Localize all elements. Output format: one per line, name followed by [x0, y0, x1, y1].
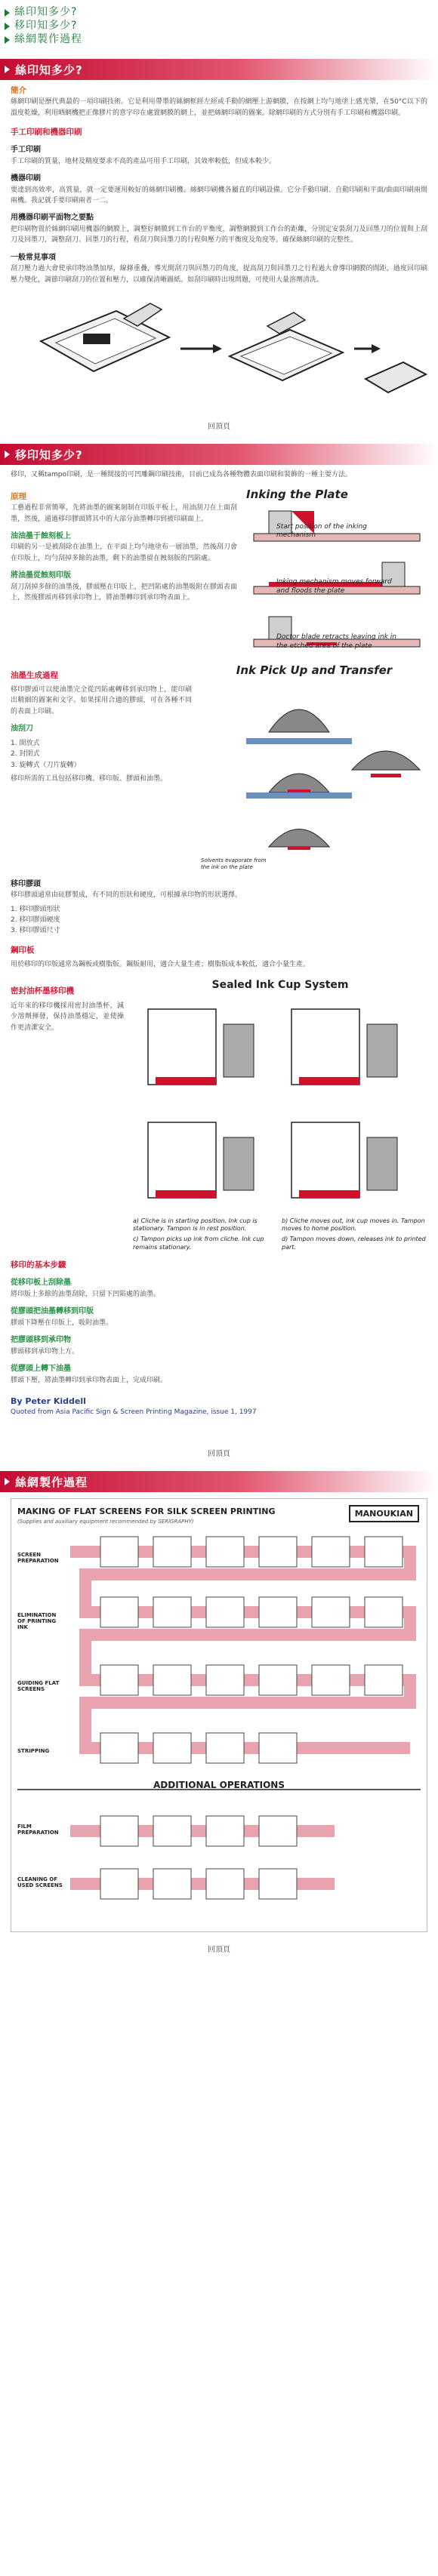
nav-link-label: 絲印知多少? — [14, 6, 78, 19]
screen-frame-right — [366, 362, 426, 392]
pad-step-4 — [352, 751, 420, 777]
inking-figure — [246, 486, 427, 651]
making-title: MAKING OF FLAT SCREENS FOR SILK SCREEN PRINTING — [17, 1506, 276, 1516]
figure-caption: b) Cliche moves out, ink cup moves in. Tampon moves to home position. — [282, 1217, 425, 1233]
char-text: 移印膠頭可以使油墨完全從凹陷處轉移到承印物上，能印刷出精細的圖案和文字。如果採用合適的膠頭，可在各種不同的表面上印刷。 — [11, 686, 192, 716]
nav-link-label: 移印知多少? — [14, 20, 78, 32]
section-title: 移印知多少? — [15, 448, 83, 462]
section-title: 絲網製作過程 — [15, 1475, 88, 1489]
arrow-right-icon — [5, 9, 10, 17]
manual-text: 手工印刷的質量，地材及精度要求不高的產品可用手工印刷，其效率較低，但成本較少。 — [11, 157, 276, 165]
pad-heading: 移印膠頭 — [11, 879, 41, 888]
step-title: 從膠頭把油墨轉移到印版 — [11, 1307, 94, 1316]
usage-text: 把印刷物置於絲網印刷用機器的網膜上，調整好網膜到工作台的平衡度，調整網膜到工作台的距離，分別定安裝刮刀及回墨刀的位置與上刮刀及回墨刀，調整刮刀、回墨刀的行程，看刮刀與回墨刀的行程與壓力的平衡度及角度等。確保絲網印刷的完整性。 — [11, 225, 427, 245]
source-citation: Quoted from Asia Pacific Sign & Screen Printing Magazine, issue 1, 1997 — [11, 1408, 257, 1417]
sealed-figure — [133, 977, 427, 1251]
ink-text: 刮刀刮掉多餘的油墨後，膠頭壓在印版上，把凹陷處的油墨吸附在膠頭表面上，然後膠頭再移到承印物上，將油墨轉印到承印物表面上。 — [11, 583, 237, 602]
back-to-top-link[interactable]: 回頂頁 — [208, 1450, 230, 1459]
sealed-captions — [133, 1217, 427, 1252]
figure-caption: Doctor blade retracts leaving ink in the etched area of the plate — [276, 633, 396, 651]
arrow-right-icon — [5, 36, 10, 44]
scrape-text: 印刷的另一是被刮除在油墨上，在平面上均勻地塗布一層油墨，然後刮刀會在印版上，均勻刮掉多餘的油墨，剩下的油墨留在蝕刻版的凹陷處。 — [11, 543, 237, 562]
pad-row-1 — [11, 486, 427, 651]
screen-frame-middle — [230, 312, 343, 380]
flow-band — [70, 1552, 410, 1748]
ink-heading: 將油墨從蝕刻印版 — [11, 571, 71, 580]
cup-step-c — [148, 1122, 254, 1198]
back-to-top-link[interactable]: 回頂頁 — [208, 1945, 230, 1954]
stage-label: CLEANING OF USED SCREENS — [17, 1876, 63, 1888]
sealed-text: 近年來的移印機採用密封油墨杯，減少溶劑揮發，保持油墨穩定，並使操作更清潔安全。 — [11, 1002, 124, 1032]
figure-title: Sealed Ink Cup System — [211, 979, 349, 992]
principle-text: 工藝過程非常簡單，先將油墨的圖案刻制在印版平板上，用油刮刀在上面刮墨，然後，通過移印膠頭將其中的大部分油墨轉印到被印刷面上。 — [11, 504, 237, 523]
stage-label: GUIDING FLAT SCREENS — [17, 1679, 60, 1692]
pad-row-2 — [11, 662, 427, 871]
pad-row-3 — [11, 977, 427, 1251]
pad-step-1 — [246, 709, 352, 744]
figure-caption: Start position of the inking mechanism — [276, 522, 367, 540]
intro-heading: 簡介 — [11, 86, 26, 95]
pad-text: 移印膠頭通常由硅膠製成，有不同的形狀和硬度，可根據承印物的形狀選擇。 — [11, 891, 242, 900]
list-item: 2. 封閉式 — [11, 750, 40, 759]
step-title: 從移印板上刮除墨 — [11, 1279, 71, 1288]
stage-label: STRIPPING — [17, 1747, 50, 1754]
list-item: 3. 移印膠頭尺寸 — [11, 927, 60, 935]
sealed-cup-diagram — [133, 994, 427, 1220]
general-heading: 一般常見事項 — [11, 253, 56, 262]
figure-caption: d) Tampon moves down, releases ink to printed part. — [282, 1236, 426, 1251]
cup-step-d — [291, 1122, 397, 1198]
steps-list — [11, 1277, 427, 1386]
figure-caption: a) Cliche is in starting position. Ink cup is stationary. Tampon is in rest position. — [133, 1217, 258, 1233]
scrape-heading: 油油墨于蝕刻板上 — [11, 531, 71, 540]
compare-heading: 手工印刷和機器印刷 — [11, 128, 82, 137]
stage-label: ELIMINATION OF PRINTING INK — [17, 1611, 57, 1631]
manual-heading: 手工印刷 — [11, 146, 41, 155]
intro-text: 絲網印刷是歷代典最的一項印刷技術。它是利用帶墨的絲網框經左經或手動的網壓上游網膜，在按網上均勻地塗上感光漿，在50°C以下的溫度乾燥，利用晒網機把正像膠片的意字印在處置網膜的網上，並把絲網印刷的圖案。除網印刷的方式分別有手工印刷和機器印刷。 — [11, 98, 427, 117]
figure-caption: c) Tampon picks up ink from cliche. Ink cup remains stationary. — [133, 1236, 264, 1251]
figure-title: Ink Pick Up and Transfer — [236, 663, 393, 677]
squeegee-diagram — [11, 296, 427, 409]
figure-title: Inking the Plate — [246, 487, 348, 501]
pad-intro-text: 移印，又稱tampo印刷，是一種間接的可凹雕鋼印刷技術，目前已成為各種物體表面印刷和裝飾的一種主要方法。 — [11, 470, 353, 479]
section-header-silkscreen — [0, 59, 438, 80]
figure-caption: Solvents evaporate from the ink on the plate — [201, 857, 267, 870]
nav-link-screen-making[interactable] — [5, 33, 433, 47]
section-header-screen-making — [0, 1471, 438, 1492]
stage-label: FILM PREPARATION — [17, 1823, 59, 1836]
stage-label: SCREEN PREPARATION — [17, 1551, 59, 1564]
machine-heading: 機器印刷 — [11, 174, 41, 183]
general-text: 刮刀壓力過大會使承印物油墨加厚，線條重疊，導光間刮刀與回墨刀的角度，提高刮刀與回墨刀之行程過大會導印網膜的間距，過度回印刷壓力變化，調節印刷刮刀的位置和壓力，以確保清晰圖紙。如刮印刷時出現問題，可使用大量溶劑清洗。 — [11, 265, 427, 284]
transfer-figure — [201, 662, 427, 871]
nav-link-label: 絲網製作過程 — [14, 33, 82, 46]
step-text: 膠頭下壓，將油墨轉印到承印物表面上，完成印刷。 — [11, 1376, 168, 1384]
screen-making-chart — [11, 1498, 427, 1932]
brand-logo: MANOUKIAN — [349, 1505, 419, 1522]
pad-step-2 — [246, 774, 352, 799]
cup-step-a — [148, 1009, 254, 1085]
step-title: 從膠頭上轉下油墨 — [11, 1365, 71, 1374]
sealed-heading: 密封油杯墨移印機 — [11, 986, 74, 996]
section-silkscreen — [0, 85, 438, 433]
machine-text: 要達到高效率，高質量，就一定要運用較好的絲網印刷機。絲網印刷機各屬直的印刷設備。它分手動印刷、自動印刷和平面/曲面印刷兩間兩機。我記就手要印刷兩者一二。 — [11, 186, 427, 205]
section-title: 絲印知多少? — [15, 63, 83, 77]
process-flow-diagram — [17, 1529, 421, 1922]
screen-frame-left — [41, 303, 169, 371]
arrow-right-icon — [5, 451, 10, 458]
tools-text: 移印所需的工具包括移印機、移印版、膠頭和油墨。 — [11, 774, 168, 783]
list-item: 2. 移印膠頭硬度 — [11, 916, 60, 925]
list-item: 1. 移印膠頭形狀 — [11, 905, 60, 913]
section-header-pad-printing — [0, 444, 438, 465]
transfer-diagram — [201, 679, 427, 853]
pad-step-3 — [269, 829, 329, 851]
list-item: 3. 旋轉式（刀片旋轉） — [11, 761, 81, 769]
making-subtitle: (Supplies and auxiliary equipment recommended by SERIGRAPHY) — [17, 1518, 194, 1525]
top-nav — [0, 0, 438, 48]
plate-text: 用於移印的印版通常為鋼板或樹脂版。鋼版耐用，適合大量生產；樹脂版成本較低，適合小量生產。 — [11, 961, 310, 969]
pad-list — [11, 904, 427, 937]
step-text: 膠頭下降壓在印版上，吸附油墨。 — [11, 1319, 113, 1327]
steps-heading: 移印的基本步驟 — [11, 1260, 66, 1270]
pad-col-left — [11, 977, 124, 1251]
arrow-right-icon — [5, 66, 10, 73]
types-list — [11, 738, 192, 771]
char-heading: 油墨生成過程 — [11, 670, 58, 680]
cup-step-b — [291, 1009, 397, 1085]
types-heading: 油刮刀 — [11, 725, 33, 734]
additional-heading: ADDITIONAL OPERATIONS — [153, 1779, 285, 1790]
arrow-right-icon — [5, 1478, 10, 1485]
plate-heading: 鋼印板 — [11, 945, 35, 955]
step-title: 把膠頭移到承印物 — [11, 1336, 71, 1345]
pad-col-left — [11, 662, 192, 871]
squeegee-illustration — [11, 296, 427, 409]
step-text: 膠頭移到承印物上方。 — [11, 1347, 79, 1356]
principle-heading: 原理 — [11, 491, 26, 501]
back-to-top-link[interactable]: 回頂頁 — [208, 423, 230, 432]
figure-caption: Inking mechanism moves forward and floods the plate — [276, 578, 392, 595]
usage-heading: 用機器印刷平面物之要點 — [11, 214, 94, 223]
author: By Peter Kiddell — [11, 1396, 86, 1407]
list-item: 1. 開放式 — [11, 739, 40, 747]
section-pad-printing — [0, 469, 438, 1460]
arrow-right-icon — [5, 23, 10, 30]
step-text: 將印版上多餘的油墨刮除，只留下凹陷處的油墨。 — [11, 1290, 161, 1298]
pad-col-left — [11, 486, 237, 651]
